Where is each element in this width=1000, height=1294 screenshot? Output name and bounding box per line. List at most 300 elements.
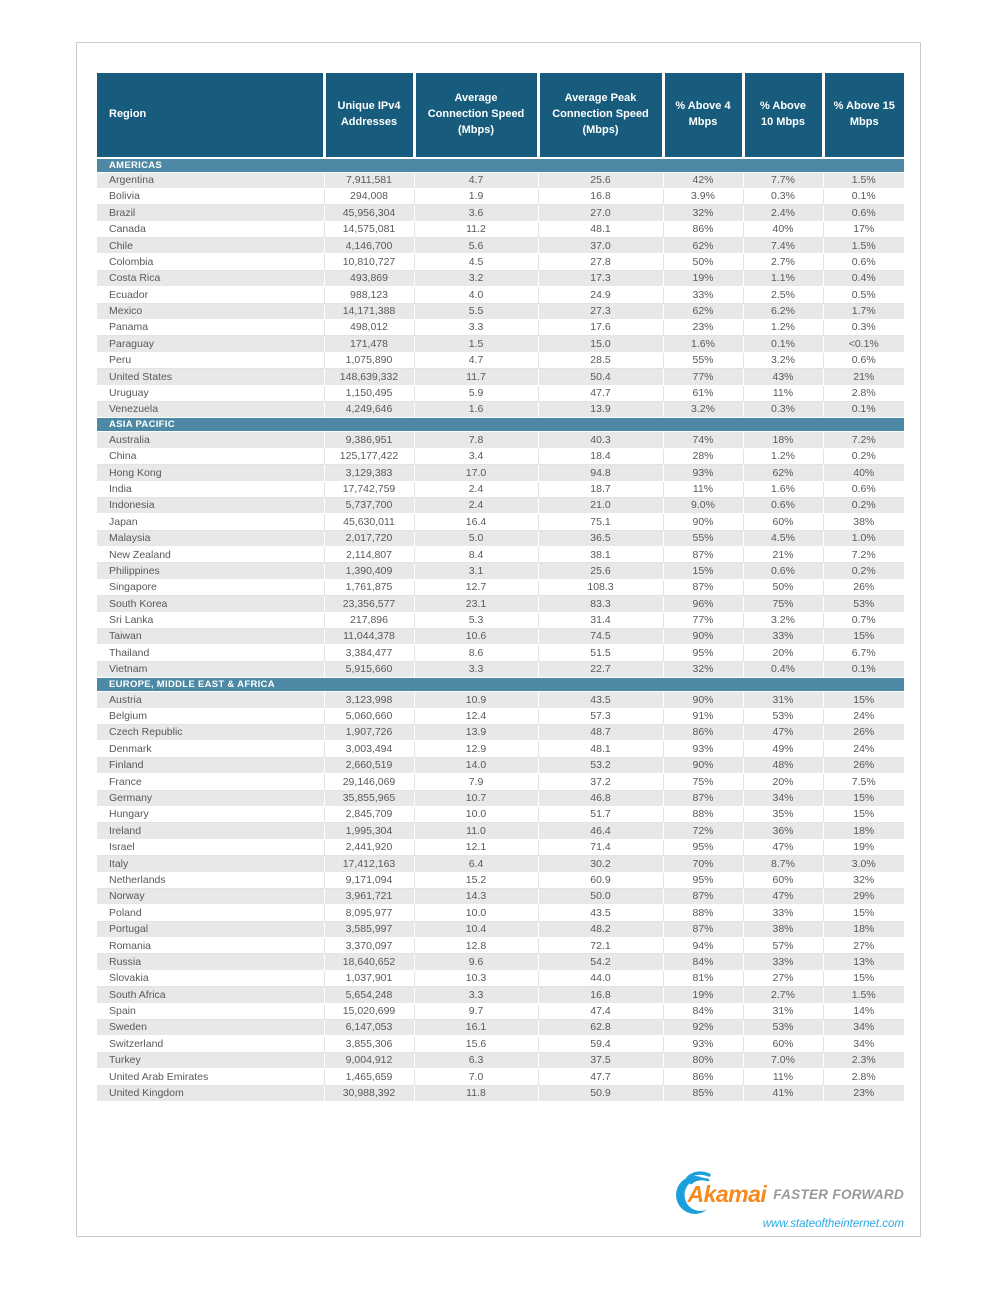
value-cell: 15% bbox=[823, 692, 904, 708]
value-cell: 53% bbox=[823, 596, 904, 612]
value-cell: 5.5 bbox=[414, 303, 538, 319]
value-cell: 50.4 bbox=[538, 369, 663, 385]
value-cell: 26% bbox=[823, 725, 904, 741]
region-cell: Netherlands bbox=[97, 872, 324, 888]
value-cell: 87% bbox=[663, 547, 743, 563]
value-cell: 108.3 bbox=[538, 579, 663, 595]
value-cell: 3,585,997 bbox=[324, 921, 414, 937]
value-cell: 7.0% bbox=[743, 1052, 823, 1068]
value-cell: 6,147,053 bbox=[324, 1020, 414, 1036]
value-cell: 2.7% bbox=[743, 987, 823, 1003]
value-cell: 11.7 bbox=[414, 369, 538, 385]
value-cell: 1.2% bbox=[743, 320, 823, 336]
value-cell: 88% bbox=[663, 806, 743, 822]
table-row bbox=[97, 661, 904, 677]
value-cell: 27.3 bbox=[538, 303, 663, 319]
faster-forward-tagline: FASTER FORWARD bbox=[773, 1186, 904, 1202]
table-row bbox=[97, 497, 904, 513]
value-cell: 7.4% bbox=[743, 238, 823, 254]
value-cell: 22.7 bbox=[538, 661, 663, 677]
region-cell: Costa Rica bbox=[97, 270, 324, 286]
region-cell: Vietnam bbox=[97, 661, 324, 677]
section-title: EUROPE, MIDDLE EAST & AFRICA bbox=[97, 678, 904, 692]
value-cell: 7.2% bbox=[823, 547, 904, 563]
value-cell: 47.4 bbox=[538, 1003, 663, 1019]
region-cell: Austria bbox=[97, 692, 324, 708]
value-cell: 92% bbox=[663, 1020, 743, 1036]
value-cell: 4.5 bbox=[414, 254, 538, 270]
value-cell: 11.8 bbox=[414, 1085, 538, 1101]
value-cell: 148,639,332 bbox=[324, 369, 414, 385]
value-cell: 27% bbox=[823, 938, 904, 954]
value-cell: 3.2% bbox=[743, 352, 823, 368]
value-cell: 12.1 bbox=[414, 839, 538, 855]
value-cell: 48.7 bbox=[538, 725, 663, 741]
value-cell: 44.0 bbox=[538, 970, 663, 986]
value-cell: 35% bbox=[743, 806, 823, 822]
section-header-row bbox=[97, 418, 904, 432]
table-container bbox=[97, 73, 904, 1102]
region-cell: Germany bbox=[97, 790, 324, 806]
value-cell: 90% bbox=[663, 514, 743, 530]
table-row bbox=[97, 514, 904, 530]
table-row bbox=[97, 645, 904, 661]
value-cell: 70% bbox=[663, 856, 743, 872]
table-row bbox=[97, 954, 904, 970]
value-cell: 59.4 bbox=[538, 1036, 663, 1052]
value-cell: 18% bbox=[743, 432, 823, 448]
value-cell: 48% bbox=[743, 757, 823, 773]
value-cell: 72.1 bbox=[538, 938, 663, 954]
region-cell: Spain bbox=[97, 1003, 324, 1019]
value-cell: 1,907,726 bbox=[324, 725, 414, 741]
value-cell: 71.4 bbox=[538, 839, 663, 855]
section-title: AMERICAS bbox=[97, 158, 904, 172]
value-cell: 2.4 bbox=[414, 481, 538, 497]
table-row bbox=[97, 238, 904, 254]
value-cell: 7.8 bbox=[414, 432, 538, 448]
table-row bbox=[97, 1020, 904, 1036]
value-cell: 57% bbox=[743, 938, 823, 954]
table-row bbox=[97, 1052, 904, 1068]
region-cell: Czech Republic bbox=[97, 725, 324, 741]
value-cell: 38% bbox=[823, 514, 904, 530]
value-cell: 9,386,951 bbox=[324, 432, 414, 448]
value-cell: 9.0% bbox=[663, 497, 743, 513]
value-cell: 53% bbox=[743, 1020, 823, 1036]
value-cell: 49% bbox=[743, 741, 823, 757]
region-cell: Chile bbox=[97, 238, 324, 254]
value-cell: 10.0 bbox=[414, 806, 538, 822]
value-cell: 1,150,495 bbox=[324, 385, 414, 401]
value-cell: 5.3 bbox=[414, 612, 538, 628]
region-cell: Canada bbox=[97, 221, 324, 237]
table-body bbox=[97, 158, 904, 1101]
value-cell: 60% bbox=[743, 514, 823, 530]
value-cell: 3.1 bbox=[414, 563, 538, 579]
value-cell: 74.5 bbox=[538, 629, 663, 645]
value-cell: 16.1 bbox=[414, 1020, 538, 1036]
value-cell: 2,441,920 bbox=[324, 839, 414, 855]
column-header-4: % Above 4 Mbps bbox=[663, 73, 743, 158]
value-cell: 2,017,720 bbox=[324, 530, 414, 546]
value-cell: 14.0 bbox=[414, 757, 538, 773]
value-cell: 14,171,388 bbox=[324, 303, 414, 319]
region-cell: Poland bbox=[97, 905, 324, 921]
value-cell: 85% bbox=[663, 1085, 743, 1101]
table-row bbox=[97, 596, 904, 612]
value-cell: 17.0 bbox=[414, 465, 538, 481]
value-cell: 15.0 bbox=[538, 336, 663, 352]
value-cell: 0.6% bbox=[743, 563, 823, 579]
value-cell: 7.2% bbox=[823, 432, 904, 448]
value-cell: 0.3% bbox=[743, 188, 823, 204]
region-cell: Portugal bbox=[97, 921, 324, 937]
value-cell: 11% bbox=[663, 481, 743, 497]
value-cell: 50.9 bbox=[538, 1085, 663, 1101]
table-row bbox=[97, 806, 904, 822]
table-row bbox=[97, 612, 904, 628]
value-cell: 1.6 bbox=[414, 401, 538, 417]
value-cell: 17,412,163 bbox=[324, 856, 414, 872]
value-cell: 19% bbox=[663, 987, 743, 1003]
table-row bbox=[97, 432, 904, 448]
value-cell: 23% bbox=[823, 1085, 904, 1101]
value-cell: 8.6 bbox=[414, 645, 538, 661]
column-header-6: % Above 15 Mbps bbox=[823, 73, 904, 158]
value-cell: 0.4% bbox=[823, 270, 904, 286]
value-cell: 32% bbox=[823, 872, 904, 888]
value-cell: 47% bbox=[743, 725, 823, 741]
table-row bbox=[97, 725, 904, 741]
region-cell: Ireland bbox=[97, 823, 324, 839]
value-cell: 75% bbox=[743, 596, 823, 612]
region-cell: India bbox=[97, 481, 324, 497]
value-cell: 18.7 bbox=[538, 481, 663, 497]
value-cell: 1,390,409 bbox=[324, 563, 414, 579]
value-cell: 15% bbox=[823, 970, 904, 986]
table-row bbox=[97, 970, 904, 986]
region-cell: Taiwan bbox=[97, 629, 324, 645]
value-cell: 40% bbox=[743, 221, 823, 237]
value-cell: 72% bbox=[663, 823, 743, 839]
value-cell: 50% bbox=[663, 254, 743, 270]
value-cell: 3,123,998 bbox=[324, 692, 414, 708]
value-cell: 9.7 bbox=[414, 1003, 538, 1019]
value-cell: 3.3 bbox=[414, 987, 538, 1003]
value-cell: 15,020,699 bbox=[324, 1003, 414, 1019]
table-row bbox=[97, 481, 904, 497]
table-row bbox=[97, 790, 904, 806]
section-header-row bbox=[97, 158, 904, 172]
table-row bbox=[97, 921, 904, 937]
value-cell: 6.7% bbox=[823, 645, 904, 661]
region-cell: Norway bbox=[97, 888, 324, 904]
value-cell: 0.6% bbox=[823, 254, 904, 270]
region-cell: Slovakia bbox=[97, 970, 324, 986]
value-cell: 1.6% bbox=[663, 336, 743, 352]
value-cell: 1.2% bbox=[743, 448, 823, 464]
table-row bbox=[97, 629, 904, 645]
value-cell: 493,869 bbox=[324, 270, 414, 286]
region-cell: Brazil bbox=[97, 205, 324, 221]
value-cell: 3.3 bbox=[414, 661, 538, 677]
value-cell: 14% bbox=[823, 1003, 904, 1019]
value-cell: 34% bbox=[823, 1020, 904, 1036]
region-cell: France bbox=[97, 774, 324, 790]
akamai-logo bbox=[676, 1171, 904, 1217]
value-cell: 5,737,700 bbox=[324, 497, 414, 513]
region-cell: Panama bbox=[97, 320, 324, 336]
value-cell: 0.6% bbox=[823, 352, 904, 368]
value-cell: 30.2 bbox=[538, 856, 663, 872]
value-cell: 62% bbox=[663, 238, 743, 254]
value-cell: 17% bbox=[823, 221, 904, 237]
value-cell: 3.2% bbox=[663, 401, 743, 417]
value-cell: 47.7 bbox=[538, 1069, 663, 1085]
value-cell: 75% bbox=[663, 774, 743, 790]
value-cell: 93% bbox=[663, 741, 743, 757]
value-cell: 87% bbox=[663, 790, 743, 806]
value-cell: 1.9 bbox=[414, 188, 538, 204]
value-cell: 26% bbox=[823, 757, 904, 773]
value-cell: 15% bbox=[823, 806, 904, 822]
table-row bbox=[97, 905, 904, 921]
value-cell: 2,845,709 bbox=[324, 806, 414, 822]
value-cell: 19% bbox=[823, 839, 904, 855]
region-cell: Israel bbox=[97, 839, 324, 855]
value-cell: 29,146,069 bbox=[324, 774, 414, 790]
value-cell: 2.4 bbox=[414, 497, 538, 513]
table-row bbox=[97, 303, 904, 319]
stateoftheinternet-url[interactable]: www.stateoftheinternet.com bbox=[762, 1218, 904, 1230]
value-cell: 13.9 bbox=[414, 725, 538, 741]
value-cell: 47% bbox=[743, 888, 823, 904]
table-row bbox=[97, 287, 904, 303]
value-cell: 87% bbox=[663, 579, 743, 595]
region-cell: Philippines bbox=[97, 563, 324, 579]
section-header-row bbox=[97, 678, 904, 692]
value-cell: 3.4 bbox=[414, 448, 538, 464]
value-cell: 91% bbox=[663, 708, 743, 724]
report-page bbox=[76, 42, 921, 1237]
value-cell: 17,742,759 bbox=[324, 481, 414, 497]
value-cell: 3.3 bbox=[414, 320, 538, 336]
table-row bbox=[97, 774, 904, 790]
value-cell: 1.1% bbox=[743, 270, 823, 286]
section-title: ASIA PACIFIC bbox=[97, 418, 904, 432]
value-cell: 2,114,807 bbox=[324, 547, 414, 563]
value-cell: 10,810,727 bbox=[324, 254, 414, 270]
value-cell: 50% bbox=[743, 579, 823, 595]
table-row bbox=[97, 1036, 904, 1052]
value-cell: 47% bbox=[743, 839, 823, 855]
region-cell: Belgium bbox=[97, 708, 324, 724]
column-header-5: % Above 10 Mbps bbox=[743, 73, 823, 158]
value-cell: 55% bbox=[663, 530, 743, 546]
value-cell: 7,911,581 bbox=[324, 172, 414, 188]
value-cell: 84% bbox=[663, 1003, 743, 1019]
value-cell: 87% bbox=[663, 921, 743, 937]
value-cell: 13% bbox=[823, 954, 904, 970]
table-row bbox=[97, 938, 904, 954]
value-cell: 21.0 bbox=[538, 497, 663, 513]
region-cell: Paraguay bbox=[97, 336, 324, 352]
value-cell: 34% bbox=[823, 1036, 904, 1052]
value-cell: 3,961,721 bbox=[324, 888, 414, 904]
value-cell: 80% bbox=[663, 1052, 743, 1068]
value-cell: 988,123 bbox=[324, 287, 414, 303]
value-cell: 7.9 bbox=[414, 774, 538, 790]
value-cell: 5,654,248 bbox=[324, 987, 414, 1003]
value-cell: 37.2 bbox=[538, 774, 663, 790]
value-cell: 95% bbox=[663, 872, 743, 888]
value-cell: 12.9 bbox=[414, 741, 538, 757]
value-cell: 11.0 bbox=[414, 823, 538, 839]
table-row bbox=[97, 823, 904, 839]
value-cell: 4,146,700 bbox=[324, 238, 414, 254]
region-cell: Mexico bbox=[97, 303, 324, 319]
value-cell: 18.4 bbox=[538, 448, 663, 464]
value-cell: 48.1 bbox=[538, 221, 663, 237]
value-cell: 41% bbox=[743, 1085, 823, 1101]
value-cell: 26% bbox=[823, 579, 904, 595]
table-row bbox=[97, 1003, 904, 1019]
value-cell: 171,478 bbox=[324, 336, 414, 352]
value-cell: 31% bbox=[743, 1003, 823, 1019]
value-cell: 86% bbox=[663, 1069, 743, 1085]
region-cell: Bolivia bbox=[97, 188, 324, 204]
value-cell: 12.8 bbox=[414, 938, 538, 954]
value-cell: 32% bbox=[663, 661, 743, 677]
value-cell: 0.2% bbox=[823, 448, 904, 464]
value-cell: 21% bbox=[743, 547, 823, 563]
value-cell: 60% bbox=[743, 872, 823, 888]
value-cell: 0.1% bbox=[823, 401, 904, 417]
value-cell: 1,465,659 bbox=[324, 1069, 414, 1085]
value-cell: 3,129,383 bbox=[324, 465, 414, 481]
table-row bbox=[97, 708, 904, 724]
value-cell: 9,004,912 bbox=[324, 1052, 414, 1068]
value-cell: 4.7 bbox=[414, 352, 538, 368]
value-cell: 11% bbox=[743, 385, 823, 401]
region-cell: China bbox=[97, 448, 324, 464]
value-cell: 8,095,977 bbox=[324, 905, 414, 921]
value-cell: 53.2 bbox=[538, 757, 663, 773]
region-cell: Hong Kong bbox=[97, 465, 324, 481]
value-cell: 90% bbox=[663, 629, 743, 645]
region-cell: Finland bbox=[97, 757, 324, 773]
value-cell: 86% bbox=[663, 725, 743, 741]
value-cell: 10.0 bbox=[414, 905, 538, 921]
value-cell: 51.5 bbox=[538, 645, 663, 661]
value-cell: 125,177,422 bbox=[324, 448, 414, 464]
value-cell: 61% bbox=[663, 385, 743, 401]
value-cell: 6.2% bbox=[743, 303, 823, 319]
value-cell: 10.9 bbox=[414, 692, 538, 708]
region-cell: Sri Lanka bbox=[97, 612, 324, 628]
value-cell: 25.6 bbox=[538, 172, 663, 188]
region-cell: Uruguay bbox=[97, 385, 324, 401]
value-cell: 75.1 bbox=[538, 514, 663, 530]
value-cell: 14.3 bbox=[414, 888, 538, 904]
value-cell: 1.5% bbox=[823, 238, 904, 254]
table-row bbox=[97, 352, 904, 368]
region-cell: Ecuador bbox=[97, 287, 324, 303]
value-cell: 18% bbox=[823, 823, 904, 839]
value-cell: 31% bbox=[743, 692, 823, 708]
column-header-3: Average Peak Connection Speed (Mbps) bbox=[538, 73, 663, 158]
value-cell: 294,008 bbox=[324, 188, 414, 204]
value-cell: 47.7 bbox=[538, 385, 663, 401]
value-cell: 27.0 bbox=[538, 205, 663, 221]
region-cell: Singapore bbox=[97, 579, 324, 595]
value-cell: 35,855,965 bbox=[324, 790, 414, 806]
value-cell: 2.7% bbox=[743, 254, 823, 270]
value-cell: 13.9 bbox=[538, 401, 663, 417]
value-cell: 87% bbox=[663, 888, 743, 904]
table-row bbox=[97, 757, 904, 773]
value-cell: 84% bbox=[663, 954, 743, 970]
value-cell: 50.0 bbox=[538, 888, 663, 904]
value-cell: 27.8 bbox=[538, 254, 663, 270]
table-row bbox=[97, 221, 904, 237]
value-cell: 23,356,577 bbox=[324, 596, 414, 612]
value-cell: 37.0 bbox=[538, 238, 663, 254]
table-row bbox=[97, 205, 904, 221]
value-cell: 25.6 bbox=[538, 563, 663, 579]
value-cell: 1.5 bbox=[414, 336, 538, 352]
table-row bbox=[97, 188, 904, 204]
value-cell: 38% bbox=[743, 921, 823, 937]
value-cell: 46.4 bbox=[538, 823, 663, 839]
value-cell: 0.6% bbox=[743, 497, 823, 513]
value-cell: 20% bbox=[743, 774, 823, 790]
value-cell: 40% bbox=[823, 465, 904, 481]
value-cell: 48.2 bbox=[538, 921, 663, 937]
table-row bbox=[97, 872, 904, 888]
value-cell: 95% bbox=[663, 839, 743, 855]
value-cell: 15% bbox=[823, 629, 904, 645]
table-row bbox=[97, 856, 904, 872]
value-cell: 3.6 bbox=[414, 205, 538, 221]
value-cell: 2.8% bbox=[823, 1069, 904, 1085]
value-cell: 24% bbox=[823, 708, 904, 724]
value-cell: 33% bbox=[663, 287, 743, 303]
value-cell: 10.7 bbox=[414, 790, 538, 806]
value-cell: 19% bbox=[663, 270, 743, 286]
value-cell: 45,956,304 bbox=[324, 205, 414, 221]
value-cell: 31.4 bbox=[538, 612, 663, 628]
table-row bbox=[97, 530, 904, 546]
value-cell: 34% bbox=[743, 790, 823, 806]
value-cell: 3,370,097 bbox=[324, 938, 414, 954]
region-cell: Thailand bbox=[97, 645, 324, 661]
value-cell: 2.8% bbox=[823, 385, 904, 401]
value-cell: 5.6 bbox=[414, 238, 538, 254]
table-row bbox=[97, 320, 904, 336]
value-cell: 1.0% bbox=[823, 530, 904, 546]
table-row bbox=[97, 336, 904, 352]
value-cell: 3.9% bbox=[663, 188, 743, 204]
value-cell: 3.2% bbox=[743, 612, 823, 628]
value-cell: 7.7% bbox=[743, 172, 823, 188]
value-cell: 33% bbox=[743, 629, 823, 645]
value-cell: 37.5 bbox=[538, 1052, 663, 1068]
value-cell: 4.5% bbox=[743, 530, 823, 546]
value-cell: <0.1% bbox=[823, 336, 904, 352]
value-cell: 32% bbox=[663, 205, 743, 221]
